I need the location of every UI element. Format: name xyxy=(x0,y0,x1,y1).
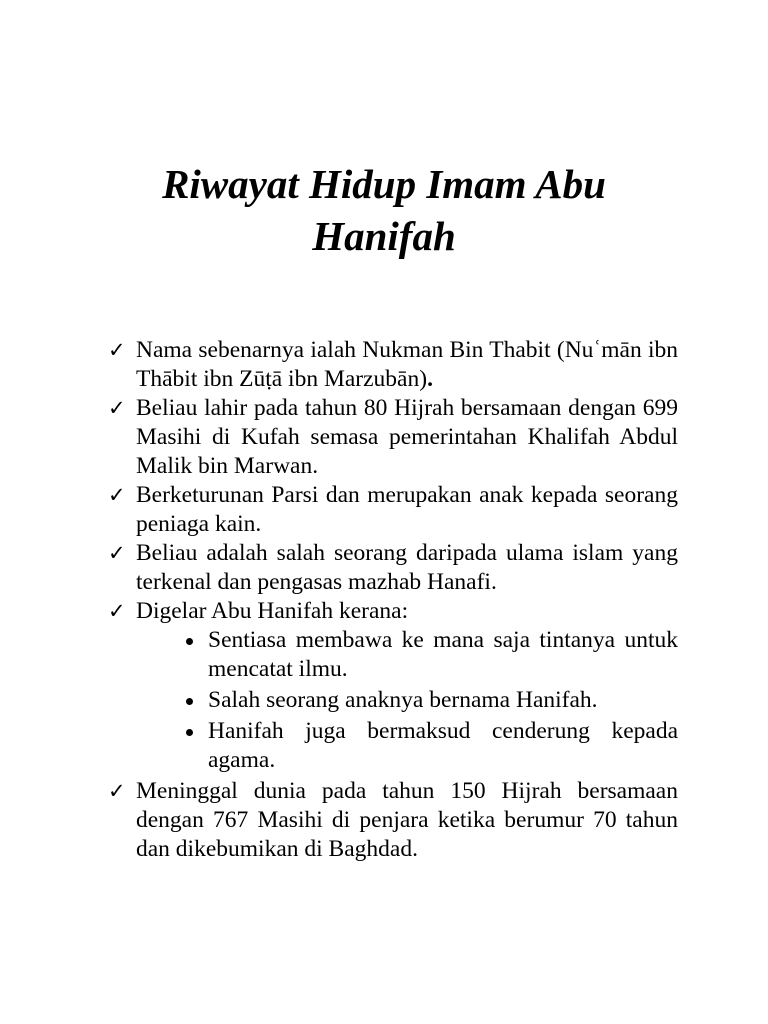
check-icon: ✓ xyxy=(108,396,126,420)
list-item xyxy=(108,336,678,394)
sub-list-item xyxy=(158,717,678,775)
list-item-text: Berketurunan Parsi dan merupakan anak kepada seorang peniaga kain. xyxy=(136,482,678,537)
fact-list xyxy=(108,336,678,864)
reason-list xyxy=(136,626,678,775)
list-item-text: Nama sebenarnya ialah Nukman Bin Thabit (Nuʿmān ibn Thābit ibn Zūṭā ibn Marzubān) xyxy=(136,337,678,392)
sub-list-item xyxy=(158,626,678,684)
bullet-icon xyxy=(186,729,193,736)
sub-list-item-text: Salah seorang anaknya bernama Hanifah. xyxy=(208,687,598,713)
list-item xyxy=(108,481,678,539)
bullet-icon xyxy=(186,698,193,705)
title-line-1: Riwayat Hidup Imam Abu xyxy=(162,161,606,207)
biography-content xyxy=(108,336,678,864)
list-item-punctuation: . xyxy=(427,366,433,392)
list-item xyxy=(108,597,678,775)
list-item xyxy=(108,777,678,864)
list-item-text: Beliau lahir pada tahun 80 Hijrah bersamaan dengan 699 Masihi di Kufah semasa pemerintahan Khalifah Abdul Malik bin Marwan. xyxy=(136,395,678,479)
list-item-text: Digelar Abu Hanifah kerana: xyxy=(136,598,409,624)
check-icon: ✓ xyxy=(108,541,126,565)
check-icon: ✓ xyxy=(108,779,126,803)
list-item-text: Beliau adalah salah seorang daripada ulama islam yang terkenal dan pengasas mazhab Hanafi. xyxy=(136,540,678,595)
bullet-icon xyxy=(186,638,193,645)
sub-list-item-text: Hanifah juga bermaksud cenderung kepada agama. xyxy=(208,718,678,773)
title-line-2: Hanifah xyxy=(312,213,456,259)
check-icon: ✓ xyxy=(108,599,126,623)
list-item xyxy=(108,394,678,481)
sub-list-item xyxy=(158,686,678,715)
sub-list-item-text: Sentiasa membawa ke mana saja tintanya untuk mencatat ilmu. xyxy=(208,627,678,682)
list-item xyxy=(108,539,678,597)
page-title xyxy=(84,158,684,262)
list-item-text: Meninggal dunia pada tahun 150 Hijrah bersamaan dengan 767 Masihi di penjara ketika berumur 70 tahun dan dikebumikan di Baghdad. xyxy=(136,778,678,862)
check-icon: ✓ xyxy=(108,483,126,507)
check-icon: ✓ xyxy=(108,338,126,362)
